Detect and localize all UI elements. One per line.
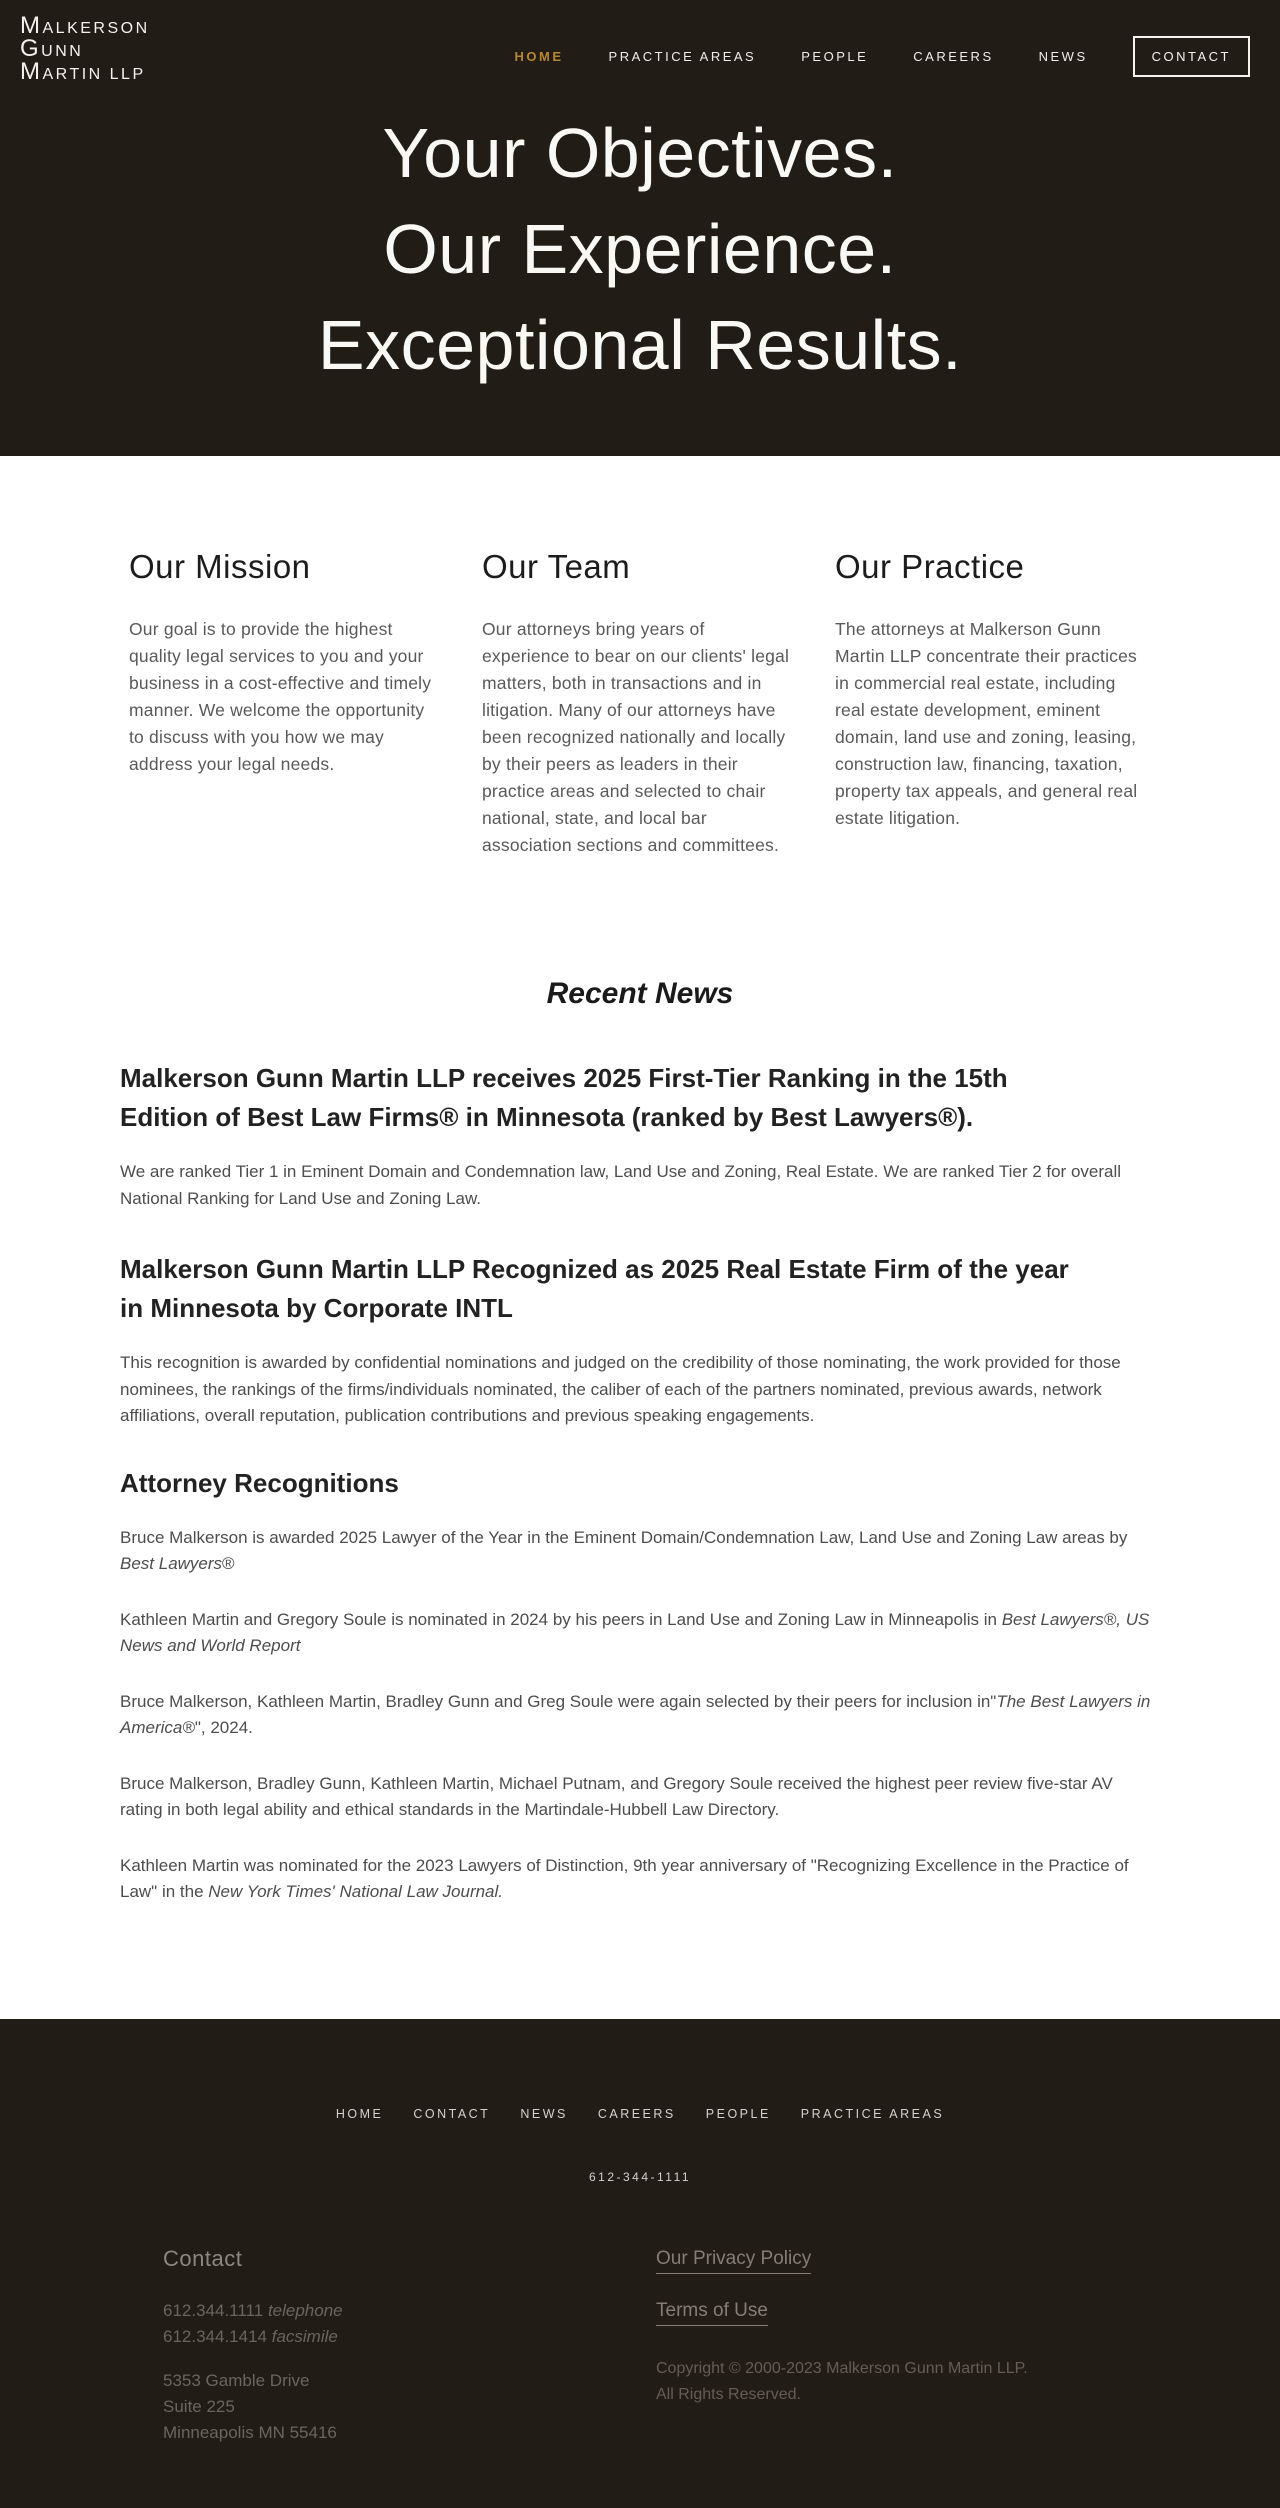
mission-body: Our goal is to provide the highest quality legal services to you and your business in a cost-effective and timely manner. We welcome the opportunity to discuss with you how we may address your legal needs.	[129, 619, 432, 774]
intro-columns	[129, 456, 1151, 859]
terms-of-use-link[interactable]: Terms of Use	[656, 2300, 768, 2326]
news-item-2-heading: Malkerson Gunn Martin LLP Recognized as 2025 Real Estate Firm of the year in Minnesota by Corporate INTL	[120, 1254, 1069, 1323]
site-header	[0, 0, 1280, 85]
footer-phone-lines: 612.344.1111 telephone 612.344.1414 facsimile	[163, 2301, 343, 2346]
footer-nav-people[interactable]: PEOPLE	[705, 2107, 771, 2121]
site-footer	[0, 2019, 1280, 2508]
footer-phone: 612-344-1111	[588, 2170, 692, 2184]
footer-nav-news[interactable]: NEWS	[520, 2107, 568, 2121]
footer-nav-contact[interactable]: CONTACT	[413, 2107, 491, 2121]
footer-nav-practice-areas[interactable]: PRACTICE AREAS	[800, 2107, 945, 2121]
main-nav	[515, 36, 1264, 77]
logo-line-1: MALKERSON	[20, 12, 150, 39]
main-content	[0, 456, 1280, 2019]
team-body: Our attorneys bring years of experience to bear on our clients' legal matters, both in transactions and in litigation. Many of our attorneys have been recognized nationally and locally by their peers as leaders in their practice areas and selected to chair national, state, and local bar association sections and committees.	[482, 619, 790, 855]
mission-column	[129, 548, 444, 859]
footer-legal-block	[656, 2246, 1028, 2464]
footer-contact-block	[163, 2246, 656, 2464]
news-item-1	[120, 1059, 1160, 1212]
hero-line-1: Your Objectives.	[382, 114, 898, 192]
attorney-recognitions-heading: Attorney Recognitions	[120, 1467, 399, 1498]
nav-link-practice-areas[interactable]: PRACTICE AREAS	[608, 49, 757, 64]
recognition-paragraph: Kathleen Martin was nominated for the 2023 Lawyers of Distinction, 9th year anniversary of "Recognizing Excellence in the Practice of Law" in the New York Times' National Law Journal.	[120, 1855, 1129, 1901]
firm-logo[interactable]	[20, 12, 150, 85]
practice-body: The attorneys at Malkerson Gunn Martin LLP concentrate their practices in commercial real estate, including real estate development, eminent domain, land use and zoning, leasing, construction law, financing, taxation, property tax appeals, and general real estate litigation.	[835, 619, 1138, 828]
footer-nav-home[interactable]: HOME	[335, 2107, 384, 2121]
practice-title: Our Practice	[835, 548, 1025, 585]
footer-columns	[0, 2246, 1280, 2464]
mission-title: Our Mission	[129, 548, 311, 585]
recent-news-title: Recent News	[546, 977, 734, 1010]
team-title: Our Team	[482, 548, 631, 585]
nav-link-home[interactable]: HOME	[514, 49, 564, 64]
recognition-paragraph: Bruce Malkerson, Kathleen Martin, Bradley Gunn and Greg Soule were again selected by their peers for inclusion in"The Best Lawyers in America®", 2024.	[120, 1691, 1151, 1737]
logo-line-3: MARTIN LLP	[20, 58, 146, 85]
logo-line-2: GUNN	[20, 35, 84, 62]
news-item-1-heading: Malkerson Gunn Martin LLP receives 2025 First-Tier Ranking in the 15th Edition of Best Law Firms® in Minnesota (ranked by Best Lawyers®).	[120, 1063, 1008, 1132]
footer-contact-heading: Contact	[163, 2246, 243, 2271]
footer-nav-careers[interactable]: CAREERS	[597, 2107, 676, 2121]
team-column	[482, 548, 797, 859]
nav-link-news[interactable]: NEWS	[1038, 49, 1088, 64]
footer-address: 5353 Gamble Drive Suite 225 Minneapolis MN 55416	[163, 2371, 337, 2442]
practice-column	[835, 548, 1150, 859]
news-item-2	[120, 1250, 1160, 1430]
news-item-2-body: This recognition is awarded by confidential nominations and judged on the credibility of those nominating, the work provided for those nominees, the rankings of the firms/individuals nominated, the caliber of each of the partners nominated, previous awards, network affiliations, overall reputation, publication contributions and previous speaking engagements.	[120, 1353, 1121, 1425]
recognition-paragraph: Bruce Malkerson, Bradley Gunn, Kathleen Martin, Michael Putnam, and Gregory Soule received the highest peer review five-star AV rating in both legal ability and ethical standards in the Martindale-Hubbell Law Directory.	[120, 1773, 1113, 1819]
recognition-paragraph: Bruce Malkerson is awarded 2025 Lawyer of the Year in the Eminent Domain/Condemnation Law, Land Use and Zoning Law areas by Best Lawyers®	[120, 1527, 1128, 1573]
attorney-recognitions	[120, 1468, 1160, 1906]
news-item-1-body: We are ranked Tier 1 in Eminent Domain and Condemnation law, Land Use and Zoning, Real Estate. We are ranked Tier 2 for overall National Ranking for Land Use and Zoning Law.	[120, 1162, 1122, 1208]
copyright-notice: Copyright © 2000-2023 Malkerson Gunn Martin LLP. All Rights Reserved.	[656, 2360, 1028, 2403]
hero-line-3: Exceptional Results.	[317, 306, 963, 384]
hero-section	[0, 0, 1280, 456]
footer-nav	[0, 2019, 1280, 2121]
recognition-paragraph: Kathleen Martin and Gregory Soule is nominated in 2024 by his peers in Land Use and Zoning Law in Minneapolis in Best Lawyers®, US News and World Report	[120, 1609, 1150, 1655]
hero-title	[0, 85, 1280, 393]
privacy-policy-link[interactable]: Our Privacy Policy	[656, 2248, 811, 2274]
nav-link-careers[interactable]: CAREERS	[913, 49, 994, 64]
hero-line-2: Our Experience.	[383, 210, 897, 288]
nav-link-people[interactable]: PEOPLE	[801, 49, 869, 64]
contact-button[interactable]: CONTACT	[1133, 36, 1250, 77]
recent-news-section	[120, 859, 1160, 1906]
